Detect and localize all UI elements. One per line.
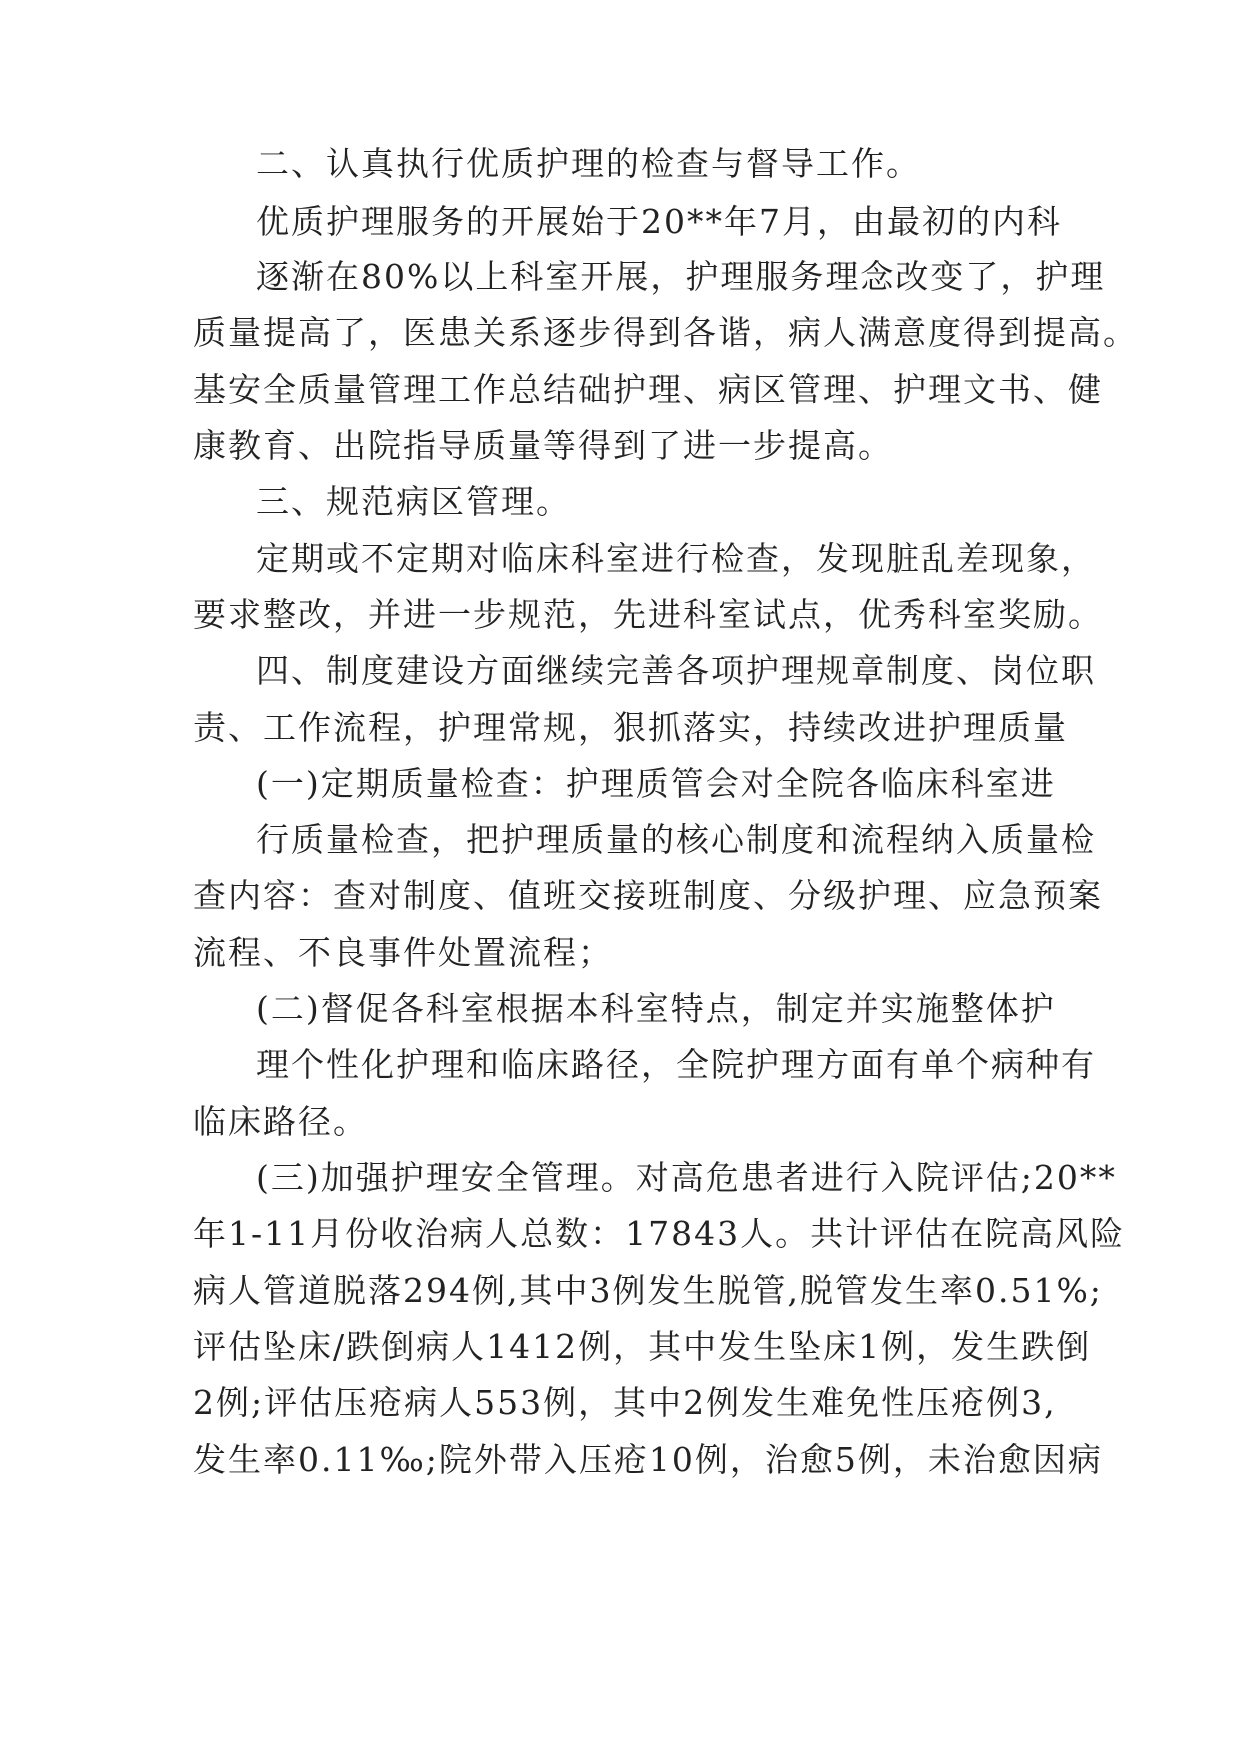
- paragraph-line: 临床路径。: [193, 1102, 368, 1141]
- section-heading-2: 二、认真执行优质护理的检查与督导工作。: [256, 144, 921, 183]
- paragraph-line: 基安全质量管理工作总结础护理、病区管理、护理文书、健: [193, 370, 1103, 409]
- paragraph-line: 责、工作流程，护理常规，狠抓落实，持续改进护理质量: [193, 708, 1068, 747]
- paragraph-line: 质量提高了，医患关系逐步得到各谐，病人满意度得到提高。: [193, 313, 1138, 352]
- paragraph-line: 逐渐在80%以上科室开展，护理服务理念改变了，护理: [256, 257, 1106, 296]
- paragraph-line: 2例;评估压疮病人553例，其中2例发生难免性压疮例3,: [193, 1383, 1057, 1422]
- subsection-3: (三)加强护理安全管理。对高危患者进行入院评估;20**: [256, 1158, 1117, 1197]
- paragraph-line: 理个性化护理和临床路径，全院护理方面有单个病种有: [256, 1045, 1096, 1084]
- section-heading-3: 三、规范病区管理。: [256, 482, 571, 521]
- subsection-1: (一)定期质量检查：护理质管会对全院各临床科室进: [256, 764, 1056, 803]
- paragraph-line: 要求整改，并进一步规范，先进科室试点，优秀科室奖励。: [193, 595, 1103, 634]
- paragraph-line: 流程、不良事件处置流程；: [193, 933, 613, 972]
- section-heading-4: 四、制度建设方面继续完善各项护理规章制度、岗位职: [256, 651, 1096, 690]
- paragraph-line: 定期或不定期对临床科室进行检查，发现脏乱差现象，: [256, 539, 1096, 578]
- paragraph-line: 发生率0.11‰;院外带入压疮10例，治愈5例，未治愈因病: [193, 1440, 1103, 1479]
- paragraph-line: 康教育、出院指导质量等得到了进一步提高。: [193, 426, 893, 465]
- subsection-2: (二)督促各科室根据本科室特点，制定并实施整体护: [256, 989, 1056, 1028]
- paragraph-line: 优质护理服务的开展始于20**年7月，由最初的内科: [256, 202, 1062, 241]
- paragraph-line: 病人管道脱落294例,其中3例发生脱管,脱管发生率0.51%;: [193, 1271, 1103, 1310]
- paragraph-line: 查内容：查对制度、值班交接班制度、分级护理、应急预案: [193, 876, 1103, 915]
- paragraph-line: 年1-11月份收治病人总数：17843人。共计评估在院高风险: [193, 1214, 1126, 1253]
- paragraph-line: 行质量检查，把护理质量的核心制度和流程纳入质量检: [256, 820, 1096, 859]
- paragraph-line: 评估坠床/跌倒病人1412例，其中发生坠床1例，发生跌倒: [193, 1327, 1092, 1366]
